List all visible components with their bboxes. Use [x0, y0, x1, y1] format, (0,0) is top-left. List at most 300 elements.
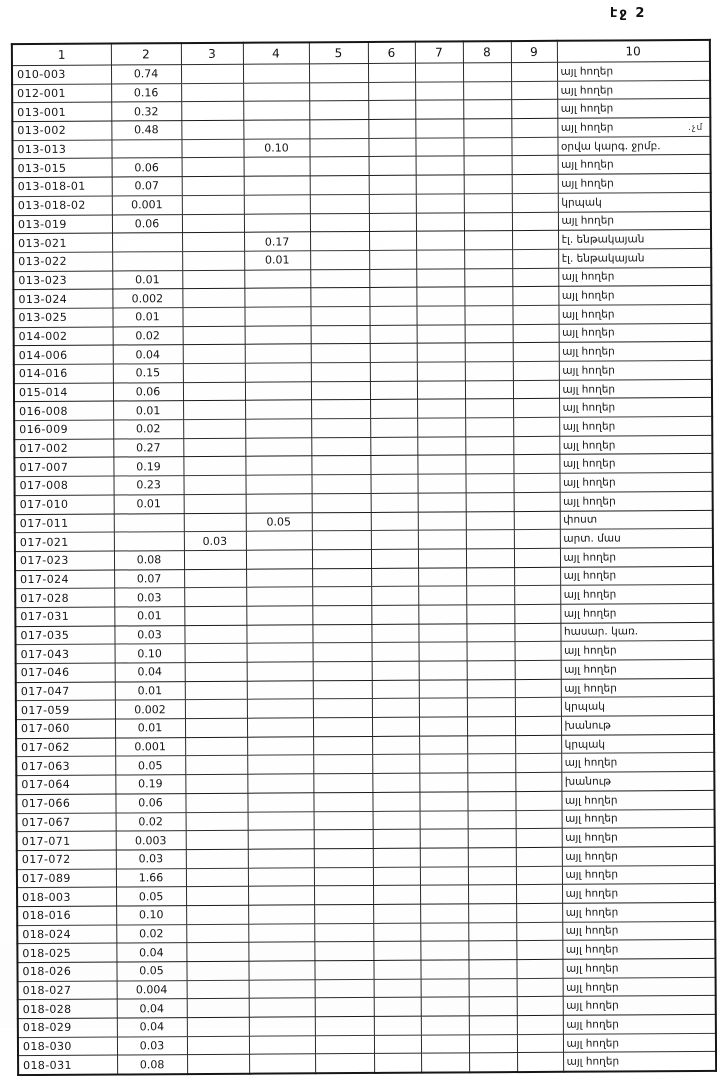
cell-value: [516, 903, 562, 922]
cell-value: [516, 847, 562, 866]
cell-value: [311, 381, 370, 400]
cell-value: [313, 680, 372, 699]
cell-value: [417, 399, 465, 418]
cell-value: [181, 102, 243, 121]
cell-value: 0.01: [114, 607, 184, 626]
cell-value: [185, 774, 247, 793]
cell-land-use: խանութ: [561, 771, 714, 791]
cell-value: [415, 63, 463, 82]
cell-parcel-code: 017-011: [15, 514, 114, 533]
cell-value: [313, 661, 372, 680]
cell-value: [311, 344, 370, 363]
data-table: [11, 39, 717, 1076]
cell-value: [243, 120, 309, 139]
cell-value: [181, 83, 243, 102]
cell-value: [464, 193, 512, 212]
cell-value: 0.06: [115, 793, 185, 812]
cell-value: [467, 698, 515, 717]
cell-value: 0.03: [117, 1036, 187, 1055]
cell-parcel-code: 017-067: [17, 813, 116, 832]
cell-parcel-code: 017-060: [16, 719, 115, 738]
cell-value: 0.05: [115, 756, 185, 775]
cell-value: [114, 513, 184, 532]
cell-value: [418, 549, 466, 568]
cell-parcel-code: 013-024: [13, 289, 112, 308]
cell-value: [419, 642, 467, 661]
cell-value: [418, 567, 466, 586]
cell-value: [415, 119, 463, 138]
cell-value: [516, 866, 562, 885]
cell-value: [314, 923, 373, 942]
cell-value: [185, 737, 247, 756]
cell-value: [465, 399, 513, 418]
cell-value: [247, 755, 313, 774]
cell-value: [245, 344, 311, 363]
cell-value: [183, 475, 245, 494]
cell-value: [249, 1054, 315, 1074]
cell-land-use: փոստ: [560, 510, 713, 530]
cell-land-use: այլ հողեր: [559, 472, 712, 492]
cell-value: [182, 270, 244, 289]
cell-value: [187, 1055, 249, 1075]
cell-value: [515, 660, 561, 679]
cell-value: 0.01: [112, 308, 182, 327]
cell-parcel-code: 017-002: [14, 439, 113, 458]
cell-value: [182, 195, 244, 214]
cell-value: [517, 1015, 563, 1034]
cell-value: [468, 960, 516, 979]
cell-parcel-code: 016-009: [14, 420, 113, 439]
cell-value: [244, 176, 310, 195]
cell-value: [515, 791, 561, 810]
cell-value: [373, 885, 420, 904]
cell-value: [369, 250, 416, 269]
cell-value: [186, 961, 248, 980]
cell-value: [465, 474, 513, 493]
cell-value: [419, 698, 467, 717]
cell-value: 0.04: [113, 345, 183, 364]
header-cell: 5: [309, 42, 368, 64]
cell-value: [370, 362, 417, 381]
cell-value: [420, 960, 468, 979]
cell-parcel-code: 017-064: [16, 775, 115, 794]
cell-value: [184, 494, 246, 513]
cell-value: [369, 175, 416, 194]
cell-value: [419, 773, 467, 792]
cell-value: [248, 849, 314, 868]
cell-value: [513, 399, 559, 418]
cell-value: [516, 922, 562, 941]
cell-value: 0.03: [114, 625, 184, 644]
cell-value: [185, 644, 247, 663]
cell-value: [512, 174, 558, 193]
cell-value: [512, 249, 558, 268]
cell-value: [183, 382, 245, 401]
cell-value: 0.07: [112, 177, 182, 196]
cell-parcel-code: 017-043: [16, 644, 115, 663]
cell-value: [243, 64, 309, 83]
cell-value: [183, 438, 245, 457]
cell-parcel-code: 017-047: [16, 682, 115, 701]
cell-value: [463, 137, 511, 156]
cell-value: [516, 885, 562, 904]
cell-land-use: այլ հողեր: [560, 547, 713, 567]
cell-land-use: այլ հողեր: [561, 678, 714, 698]
cell-value: [244, 269, 310, 288]
cell-value: [248, 867, 314, 886]
cell-value: [511, 100, 557, 119]
cell-value: 0.08: [114, 550, 184, 569]
cell-value: [314, 942, 373, 961]
cell-land-use: այլ հողեր: [558, 304, 711, 324]
cell-parcel-code: 017-072: [17, 850, 116, 869]
cell-value: [465, 343, 513, 362]
cell-value: 0.04: [115, 663, 185, 682]
cell-value: [512, 156, 558, 175]
cell-value: [418, 605, 466, 624]
cell-value: [373, 923, 420, 942]
cell-parcel-code: 013-018-02: [13, 196, 112, 215]
cell-value: [513, 473, 559, 492]
cell-value: [416, 306, 464, 325]
cell-value: [311, 419, 370, 438]
cell-value: [314, 848, 373, 867]
cell-value: [370, 474, 417, 493]
cell-value: [464, 268, 512, 287]
cell-land-use: էլ. ենթակայան: [558, 230, 711, 250]
cell-land-use: այլ հողեր: [563, 996, 716, 1016]
cell-value: 0.002: [112, 289, 182, 308]
cell-value: [373, 941, 420, 960]
cell-parcel-code: 013-001: [12, 102, 111, 121]
cell-value: [313, 699, 372, 718]
cell-value: [372, 699, 419, 718]
cell-value: [465, 380, 513, 399]
cell-value: [248, 830, 314, 849]
cell-land-use: այլ հողեր: [561, 790, 714, 810]
cell-parcel-code: 017-071: [17, 831, 116, 850]
cell-value: [245, 456, 311, 475]
cell-value: [372, 642, 419, 661]
cell-value: [182, 251, 244, 270]
cell-value: [312, 624, 371, 643]
cell-land-use: կրպակ: [561, 697, 714, 717]
cell-value: [372, 736, 419, 755]
cell-land-use: այլ հողեր: [562, 884, 715, 904]
cell-value: [511, 118, 557, 137]
cell-value: [369, 231, 416, 250]
cell-value: 0.16: [111, 83, 181, 102]
cell-value: [311, 325, 370, 344]
cell-value: [183, 457, 245, 476]
cell-parcel-code: 018-003: [17, 887, 116, 906]
cell-value: [246, 531, 312, 550]
cell-value: [468, 941, 516, 960]
cell-parcel-code: 018-030: [18, 1037, 117, 1056]
cell-value: [467, 642, 515, 661]
cell-parcel-code: 013-025: [13, 308, 112, 327]
cell-value: [466, 586, 514, 605]
cell-value: [466, 605, 514, 624]
header-cell: 1: [12, 44, 111, 66]
cell-value: [183, 326, 245, 345]
cell-value: [313, 736, 372, 755]
cell-value: 0.17: [244, 232, 310, 251]
cell-value: 0.06: [112, 214, 182, 233]
cell-value: [514, 548, 560, 567]
cell-value: 0.05: [116, 962, 186, 981]
cell-value: [312, 568, 371, 587]
cell-value: [249, 998, 315, 1017]
cell-value: [369, 157, 416, 176]
cell-value: [419, 661, 467, 680]
cell-value: [371, 530, 418, 549]
cell-land-use: խանութ: [561, 715, 714, 735]
cell-land-use: այլ հողեր: [557, 80, 710, 100]
cell-value: [247, 680, 313, 699]
cell-value: [418, 586, 466, 605]
cell-value: 0.03: [116, 849, 186, 868]
cell-value: [372, 792, 419, 811]
cell-value: [369, 306, 416, 325]
cell-value: [186, 868, 248, 887]
cell-land-use: այլ հողեր: [559, 342, 712, 362]
cell-parcel-code: 017-059: [16, 700, 115, 719]
cell-value: [416, 231, 464, 250]
cell-value: [247, 718, 313, 737]
header-cell: 7: [415, 41, 463, 63]
cell-value: 0.02: [113, 420, 183, 439]
cell-value: [315, 979, 374, 998]
cell-value: [419, 717, 467, 736]
cell-value: [312, 587, 371, 606]
cell-value: [514, 492, 560, 511]
cell-value: [515, 698, 561, 717]
cell-value: [513, 324, 559, 343]
cell-value: [416, 287, 464, 306]
land-parcels-table: [11, 39, 715, 1076]
cell-value: [311, 456, 370, 475]
cell-value: [467, 717, 515, 736]
cell-value: [469, 1053, 517, 1072]
cell-value: [315, 1054, 374, 1074]
cell-value: [245, 419, 311, 438]
cell-value: [373, 848, 420, 867]
cell-land-use: այլ հողեր: [562, 940, 715, 960]
cell-value: [314, 830, 373, 849]
cell-value: [186, 830, 248, 849]
cell-land-use: այլ հողեր: [559, 416, 712, 436]
cell-value: [516, 810, 562, 829]
cell-value: [515, 716, 561, 735]
cell-value: [516, 941, 562, 960]
cell-value: [248, 942, 314, 961]
cell-value: [183, 345, 245, 364]
cell-parcel-code: 018-029: [18, 1018, 117, 1037]
cell-value: [416, 194, 464, 213]
cell-parcel-code: 013-015: [13, 158, 112, 177]
cell-value: [370, 381, 417, 400]
cell-value: [469, 1034, 517, 1053]
cell-value: [368, 138, 415, 157]
cell-value: [310, 157, 369, 176]
cell-land-use: այլ հողեր: [562, 809, 715, 829]
cell-value: [248, 811, 314, 830]
cell-value: [373, 811, 420, 830]
cell-value: [370, 325, 417, 344]
cell-value: [469, 997, 517, 1016]
cell-value: [182, 214, 244, 233]
cell-value: 0.06: [113, 382, 183, 401]
cell-land-use: այլ հողեր: [563, 1052, 716, 1072]
cell-value: [463, 119, 511, 138]
cell-value: [417, 343, 465, 362]
cell-value: [417, 418, 465, 437]
cell-value: [314, 886, 373, 905]
cell-value: [249, 979, 315, 998]
cell-value: [310, 269, 369, 288]
cell-value: [248, 905, 314, 924]
cell-value: [313, 774, 372, 793]
cell-land-use: կրպակ: [558, 192, 711, 212]
cell-value: [374, 979, 421, 998]
cell-value: 0.003: [116, 831, 186, 850]
cell-value: [464, 306, 512, 325]
cell-parcel-code: 017-008: [14, 476, 113, 495]
cell-value: [310, 176, 369, 195]
cell-land-use: այլ հողեր: [563, 1033, 716, 1053]
cell-value: [310, 306, 369, 325]
cell-value: [181, 139, 243, 158]
header-cell: 10: [557, 40, 710, 62]
cell-value: [421, 997, 469, 1016]
margin-annotation: .չմ: [688, 123, 704, 133]
cell-value: 0.02: [116, 924, 186, 943]
cell-value: [182, 158, 244, 177]
cell-value: [415, 100, 463, 119]
cell-value: [247, 699, 313, 718]
cell-value: [374, 1016, 421, 1035]
cell-value: [369, 194, 416, 213]
cell-value: [372, 661, 419, 680]
cell-value: [244, 307, 310, 326]
cell-parcel-code: 013-013: [12, 140, 111, 159]
cell-value: [416, 156, 464, 175]
cell-value: [511, 137, 557, 156]
cell-value: [417, 455, 465, 474]
cell-value: [371, 549, 418, 568]
cell-value: [371, 512, 418, 531]
cell-value: [243, 83, 309, 102]
cell-parcel-code: 013-022: [13, 252, 112, 271]
cell-value: [464, 156, 512, 175]
cell-value: [468, 810, 516, 829]
cell-value: [309, 120, 368, 139]
cell-value: [420, 922, 468, 941]
cell-parcel-code: 013-018-01: [13, 177, 112, 196]
header-cell: 4: [243, 42, 309, 64]
cell-value: [368, 82, 415, 101]
cell-value: [187, 999, 249, 1018]
cell-value: [467, 679, 515, 698]
cell-land-use: այլ հողեր: [561, 753, 714, 773]
cell-value: [417, 325, 465, 344]
cell-value: [514, 604, 560, 623]
cell-value: [467, 773, 515, 792]
cell-value: [469, 1016, 517, 1035]
cell-land-use: այլ հողեր: [560, 491, 713, 511]
cell-parcel-code: 017-046: [16, 663, 115, 682]
cell-value: 0.10: [115, 644, 185, 663]
cell-value: [310, 194, 369, 213]
cell-value: [420, 848, 468, 867]
cell-value: [186, 905, 248, 924]
cell-value: 0.002: [115, 700, 185, 719]
cell-parcel-code: 016-008: [14, 401, 113, 420]
cell-value: [416, 268, 464, 287]
cell-value: [183, 401, 245, 420]
cell-value: [371, 605, 418, 624]
cell-value: [513, 380, 559, 399]
cell-value: [184, 625, 246, 644]
cell-land-use: այլ հողեր: [559, 454, 712, 474]
cell-value: 0.02: [113, 326, 183, 345]
cell-value: [314, 811, 373, 830]
cell-value: [514, 511, 560, 530]
cell-value: [311, 362, 370, 381]
cell-value: 0.004: [117, 980, 187, 999]
cell-value: 0.04: [117, 999, 187, 1018]
cell-value: [313, 643, 372, 662]
cell-value: [184, 587, 246, 606]
cell-parcel-code: 018-031: [18, 1055, 117, 1075]
cell-value: 0.04: [116, 943, 186, 962]
cell-value: [312, 493, 371, 512]
cell-parcel-code: 018-028: [18, 999, 117, 1018]
cell-value: [182, 307, 244, 326]
cell-parcel-code: 017-066: [16, 794, 115, 813]
cell-land-use: այլ հողեր: [558, 155, 711, 175]
cell-value: [464, 212, 512, 231]
cell-land-use: այլ հողեր: [563, 1014, 716, 1034]
cell-value: 0.05: [116, 887, 186, 906]
cell-value: [420, 885, 468, 904]
cell-value: [244, 288, 310, 307]
cell-value: 0.15: [113, 364, 183, 383]
cell-parcel-code: 018-027: [18, 981, 117, 1000]
cell-land-use: այլ հողեր: [557, 61, 710, 81]
cell-value: [417, 437, 465, 456]
cell-land-use: այլ հողեր: [559, 398, 712, 418]
cell-parcel-code: 017-063: [16, 756, 115, 775]
cell-value: [249, 1017, 315, 1036]
cell-value: [469, 978, 517, 997]
cell-value: [314, 904, 373, 923]
cell-value: [512, 212, 558, 231]
cell-value: [419, 680, 467, 699]
cell-value: [310, 288, 369, 307]
cell-value: [517, 997, 563, 1016]
cell-value: [244, 157, 310, 176]
cell-value: [373, 867, 420, 886]
cell-value: [421, 1053, 469, 1072]
cell-value: 0.74: [111, 65, 181, 84]
cell-value: [421, 1016, 469, 1035]
cell-value: [369, 287, 416, 306]
cell-value: [185, 681, 247, 700]
cell-value: [464, 231, 512, 250]
cell-land-use: այլ հողեր: [562, 902, 715, 922]
